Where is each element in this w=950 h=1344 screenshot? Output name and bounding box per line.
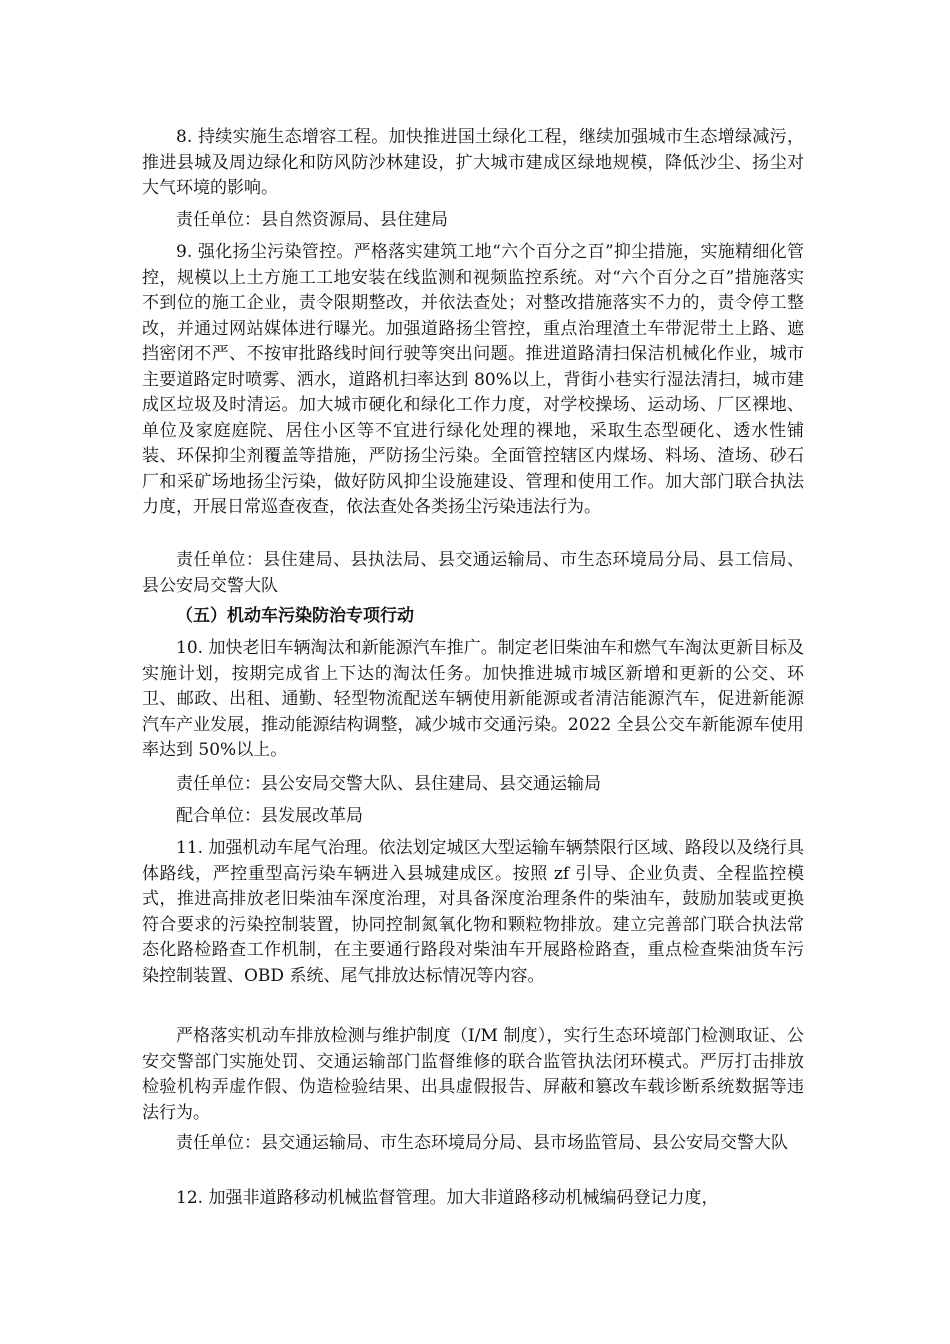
paragraph-11-im-system: 严格落实机动车排放检测与维护制度（I/M 制度），实行生态环境部门检测取证、公安交警部门实施处罚、交通运输部门监督维修的联合监管执法闭环模式。严厉打击排放检验机构弄虚作假、伪造检验结果、出具虚假报告、屏蔽和篡改车载诊断系统数据等违法行为。 [142,1026,804,1123]
paragraph-item-10: 10. 加快老旧车辆淘汰和新能源汽车推广。制定老旧柴油车和燃气车淘汰更新目标及实施计划，按期完成省上下达的淘汰任务。加快推进城市城区新增和更新的公交、环卫、邮政、出租、通勤、轻型物流配送车辆使用新能源或者清洁能源汽车，促进新能源汽车产业发展，推动能源结构调整，减少城市交通污染。2022 全县公交车新能源车使用率达到 50%以上。 [142,638,804,760]
responsible-units-10: 责任单位：县公安局交警大队、县住建局、县交通运输局 [176,774,601,794]
cooperating-units-10: 配合单位：县发展改革局 [176,806,363,826]
paragraph-item-9: 9. 强化扬尘污染管控。严格落实建筑工地“六个百分之百”抑尘措施，实施精细化管控，规模以上土方施工工地安装在线监测和视频监控系统。对“六个百分之百”措施落实不到位的施工企业，责令限期整改，并依法查处；对整改措施落实不力的，责令停工整改，并通过网站媒体进行曝光。加强道路扬尘管控，重点治理渣土车带泥带土上路、遮挡密闭不严、不按审批路线时间行驶等突出问题。推进道路清扫保洁机械化作业，城市主要道路定时喷雾、洒水，道路机扫率达到 80%以上，背街小巷实行湿法清扫，城市建成区垃圾及时清运。加大城市硬化和绿化工作力度，对学校操场、运动场、厂区裸地、单位及家庭庭院、居住小区等不宜进行绿化处理的裸地，采取生态型硬化、透水性铺装、环保抑尘剂覆盖等措施，严防扬尘污染。全面管控辖区内煤场、料场、渣场、砂石厂和采矿场地扬尘污染，做好防风抑尘设施建设、管理和使用工作。加大部门联合执法力度，开展日常巡查夜查，依法查处各类扬尘污染违法行为。 [142,242,804,517]
paragraph-item-11: 11. 加强机动车尾气治理。依法划定城区大型运输车辆禁限行区域、路段以及绕行具体路线，严控重型高污染车辆进入县城建成区。按照 zf 引导、企业负责、全程监控模式，推进高排放老旧柴油车深度治理，对具备深度治理条件的柴油车，鼓励加装或更换符合要求的污染控制装置，协同控制氮氧化物和颗粒物排放。建立完善部门联合执法常态化路检路查工作机制，在主要通行路段对柴油车开展路检路查，重点检查柴油货车污染控制装置、OBD 系统、尾气排放达标情况等内容。 [142,838,804,986]
paragraph-item-8: 8. 持续实施生态增容工程。加快推进国土绿化工程，继续加强城市生态增绿减污，推进县城及周边绿化和防风防沙林建设，扩大城市建成区绿地规模，降低沙尘、扬尘对大气环境的影响。 [142,127,804,198]
responsible-units-9: 责任单位：县住建局、县执法局、县交通运输局、市生态环境局分局、县工信局、县公安局交警大队 [142,550,804,596]
paragraph-item-12: 12. 加强非道路移动机械监督管理。加大非道路移动机械编码登记力度， [176,1188,719,1208]
responsible-units-8: 责任单位：县自然资源局、县住建局 [176,210,448,230]
responsible-units-11: 责任单位：县交通运输局、市生态环境局分局、县市场监管局、县公安局交警大队 [176,1133,788,1153]
section-heading-5: （五）机动车污染防治专项行动 [176,606,414,626]
